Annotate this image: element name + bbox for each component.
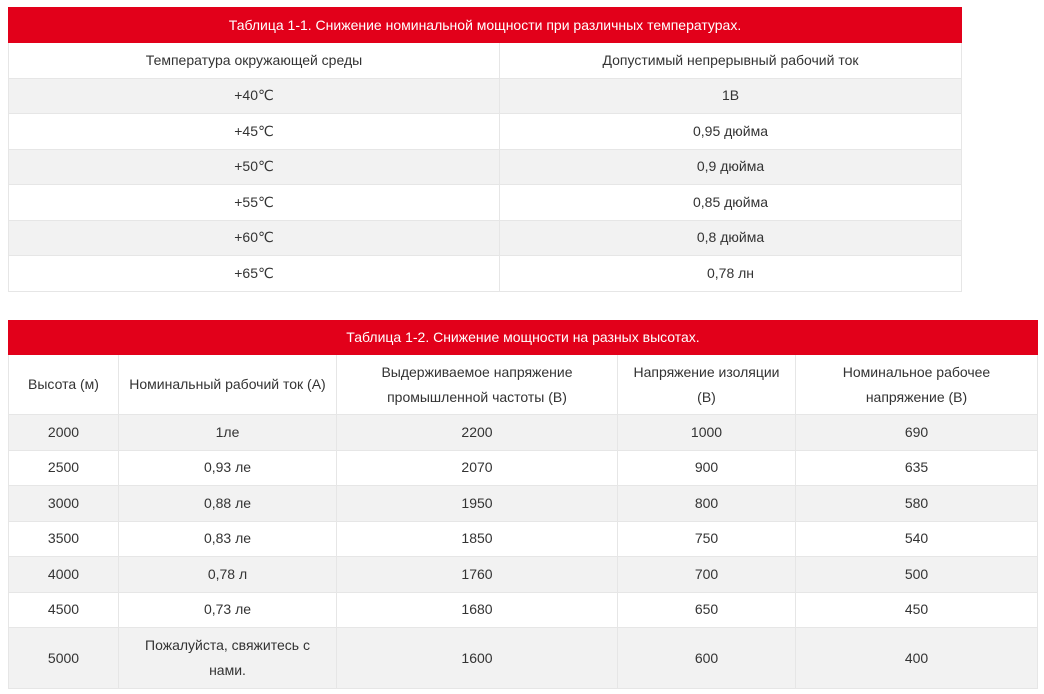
table-row — [9, 521, 1038, 557]
table-cell: 400 — [796, 628, 1038, 689]
table-cell: 650 — [618, 592, 796, 628]
table-cell: 690 — [796, 415, 1038, 451]
table-row — [9, 592, 1038, 628]
table-cell: +65℃ — [9, 256, 500, 292]
table-row — [9, 628, 1038, 689]
table-cell: 635 — [796, 450, 1038, 486]
table-cell: 1600 — [337, 628, 618, 689]
table-title: Таблица 1-2. Снижение мощности на разных высотах. — [9, 321, 1038, 355]
table-row — [9, 149, 962, 185]
table-cell: 0,78 л — [119, 557, 337, 593]
table-row — [9, 114, 962, 150]
table-row — [9, 185, 962, 221]
column-header: Высота (м) — [9, 355, 119, 415]
table-cell: 1950 — [337, 486, 618, 522]
table-cell: 0,83 ле — [119, 521, 337, 557]
table-cell: 1680 — [337, 592, 618, 628]
table-cell: 3500 — [9, 521, 119, 557]
table-cell: +40℃ — [9, 78, 500, 114]
column-header: Температура окружающей среды — [9, 43, 500, 79]
table-row — [9, 415, 1038, 451]
temperature-derating-table — [8, 7, 962, 292]
table-title-row — [9, 8, 962, 43]
table-cell: 580 — [796, 486, 1038, 522]
table-cell: 450 — [796, 592, 1038, 628]
table-cell: +45℃ — [9, 114, 500, 150]
table-cell: 4000 — [9, 557, 119, 593]
altitude-derating-table — [8, 320, 1038, 689]
table-cell: 600 — [618, 628, 796, 689]
table-cell: 0,9 дюйма — [500, 149, 962, 185]
table-cell: 2500 — [9, 450, 119, 486]
table-row — [9, 256, 962, 292]
table-cell: 750 — [618, 521, 796, 557]
table-cell: +50℃ — [9, 149, 500, 185]
table-cell: 800 — [618, 486, 796, 522]
table-header-row — [9, 43, 962, 79]
table-cell: +55℃ — [9, 185, 500, 221]
table-cell: 2000 — [9, 415, 119, 451]
table-cell: 1В — [500, 78, 962, 114]
table-cell: 0,85 дюйма — [500, 185, 962, 221]
table-cell: +60℃ — [9, 220, 500, 256]
table-cell: 1ле — [119, 415, 337, 451]
table-cell: Пожалуйста, свяжитесь с нами. — [119, 628, 337, 689]
table-cell: 0,95 дюйма — [500, 114, 962, 150]
table-cell: 1850 — [337, 521, 618, 557]
table-cell: 3000 — [9, 486, 119, 522]
column-header: Номинальное рабочее напряжение (В) — [796, 355, 1038, 415]
column-header: Напряжение изоляции (В) — [618, 355, 796, 415]
table-cell: 540 — [796, 521, 1038, 557]
table-cell: 2070 — [337, 450, 618, 486]
table-cell: 2200 — [337, 415, 618, 451]
table-cell: 700 — [618, 557, 796, 593]
table-cell: 4500 — [9, 592, 119, 628]
table-title: Таблица 1-1. Снижение номинальной мощности при различных температурах. — [9, 8, 962, 43]
table-title-row — [9, 321, 1038, 355]
table-cell: 1000 — [618, 415, 796, 451]
table-cell: 900 — [618, 450, 796, 486]
table-cell: 0,88 ле — [119, 486, 337, 522]
table-cell: 0,78 лн — [500, 256, 962, 292]
table-cell: 500 — [796, 557, 1038, 593]
table-row — [9, 220, 962, 256]
table-cell: 0,8 дюйма — [500, 220, 962, 256]
table-cell: 0,93 ле — [119, 450, 337, 486]
table-row — [9, 557, 1038, 593]
table-cell: 1760 — [337, 557, 618, 593]
table-row — [9, 486, 1038, 522]
table-cell: 0,73 ле — [119, 592, 337, 628]
column-header: Номинальный рабочий ток (А) — [119, 355, 337, 415]
table-row — [9, 450, 1038, 486]
table-row — [9, 78, 962, 114]
table-header-row — [9, 355, 1038, 415]
column-header: Допустимый непрерывный рабочий ток — [500, 43, 962, 79]
column-header: Выдерживаемое напряжение промышленной частоты (В) — [337, 355, 618, 415]
table-cell: 5000 — [9, 628, 119, 689]
